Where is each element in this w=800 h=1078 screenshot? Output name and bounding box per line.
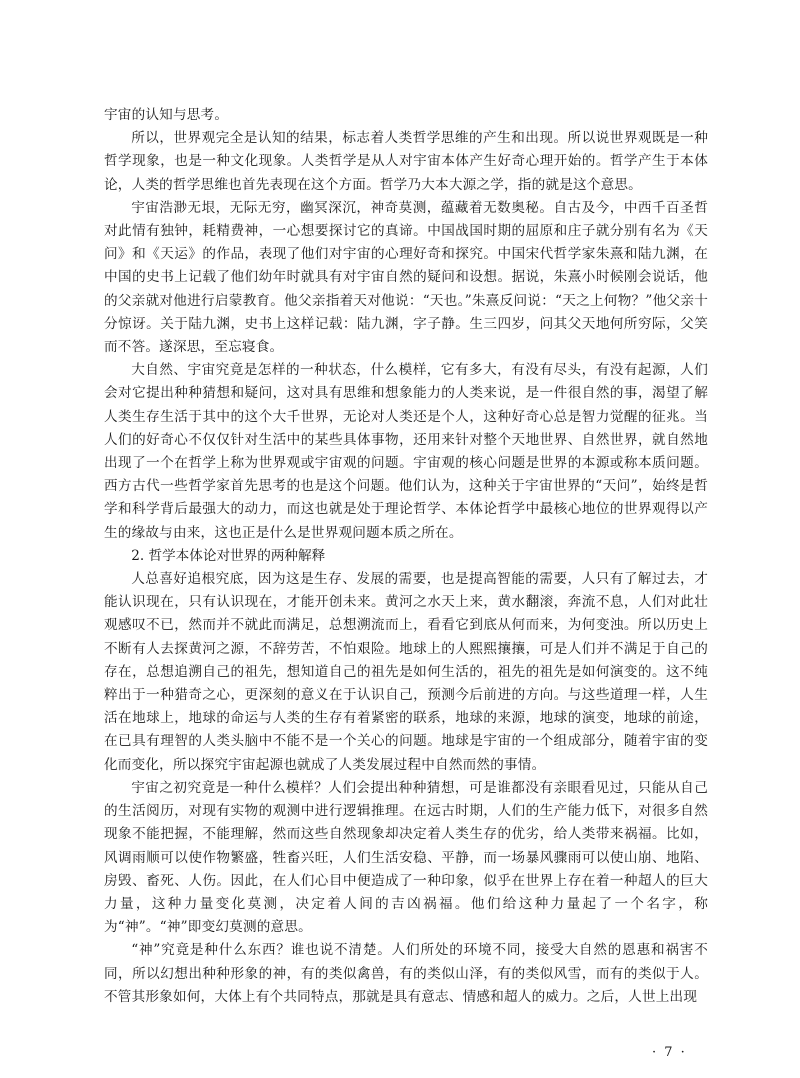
paragraph: 所以，世界观完全是认知的结果，标志着人类哲学思维的产生和出现。所以说世界观既是一种哲学现象，也是一种文化现象。人类哲学是从人对宇宙本体产生好奇心理开始的。哲学产生于本体论，人类的哲学思维也首先表现在这个方面。哲学乃大本大源之学，指的就是这个意思。 bbox=[104, 130, 708, 193]
paragraph: 宇宙浩渺无垠，无际无穷，幽冥深沉，神奇莫测，蕴藏着无数奥秘。自古及今，中西千百圣哲对此情有独钟，耗精费神，一心想要探讨它的真谛。中国战国时期的屈原和庄子就分别有名为《天问》和《天运》的作品，表现了他们对宇宙的心理好奇和探究。中国宋代哲学家朱熹和陆九渊，在中国的史书上记载了他们幼年时就具有对宇宙自然的疑问和设想。据说，朱熹小时候刚会说话，他的父亲就对他进行启蒙教育。他父亲指着天对他说：“天也。”朱熹反问说：“天之上何物？”他父亲十分惊讶。关于陆九渊，史书上这样记载：陆九渊，字子静。生三四岁，问其父天地何所穷际，父笑而不答。遂深思，至忘寝食。 bbox=[104, 199, 708, 356]
paragraph: 人总喜好追根究底，因为这是生存、发展的需要，也是提高智能的需要，人只有了解过去，才能认识现在，只有认识现在，才能开创未来。黄河之水天上来，黄水翻滚，奔流不息，人们对此壮观感叹不已，然而并不就此而满足，总想溯流而上，看看它到底从何而来，为何变浊。所以历史上不断有人去探黄河之源，不辞劳苦，不怕艰险。地球上的人熙熙攘攘，可是人们并不满足于自己的存在，总想追溯自己的祖先，想知道自己的祖先是如何生活的，祖先的祖先是如何演变的。这不纯粹出于一种猎奇之心，更深刻的意义在于认识自己，预测今后前进的方向。与这些道理一样，人生活在地球上，地球的命运与人类的生存有着紧密的联系，地球的来源，地球的演变，地球的前途，在已具有理智的人类头脑中不能不是一个关心的问题。地球是宇宙的一个组成部分，随着宇宙的变化而变化，所以探究宇宙起源也就成了人类发展过程中自然而然的事情。 bbox=[104, 571, 708, 773]
paragraph-continuation: 宇宙的认知与思考。 bbox=[104, 107, 229, 123]
body-text bbox=[104, 104, 708, 1009]
page-number: · 7 · bbox=[652, 1045, 687, 1060]
paragraph: 宇宙之初究竟是一种什么模样？人们会提出种种猜想，可是谁都没有亲眼看见过，只能从自己的生活阅历，对现有实物的观测中进行逻辑推理。在远古时期，人们的生产能力低下，对很多自然现象不能把握，不能理解，然而这些自然现象却决定着人类生存的优劣，给人类带来祸福。比如，风调雨顺可以使作物繁盛，牲畜兴旺，人们生活安稳、平静，而一场暴风骤雨可以使山崩、地陷、房毁、畜死、人伤。因此，在人们心目中便造成了一种印象，似乎在世界上存在着一种超人的巨大力量，这种力量变化莫测，决定着人间的吉凶祸福。他们给这种力量起了一个名字，称为“神”。“神”即变幻莫测的意思。 bbox=[104, 779, 708, 936]
paragraph: “神”究竟是种什么东西？谁也说不清楚。人们所处的环境不同，接受大自然的恩惠和祸害不同，所以幻想出种种形象的神，有的类似禽兽，有的类似山泽，有的类似风雪，而有的类似于人。不管其形象如何，大体上有个共同特点，那就是具有意志、情感和超人的威力。之后，人世上出现 bbox=[104, 942, 708, 1005]
section-heading: 2. 哲学本体论对世界的两种解释 bbox=[131, 547, 326, 564]
paragraph: 大自然、宇宙究竟是怎样的一种状态，什么模样，它有多大，有没有尽头，有没有起源，人们会对它提出种种猜想和疑问，这对具有思维和想象能力的人类来说，是一件很自然的事，渴望了解人类生存生活于其中的这个大千世界，无论对人类还是个人，这种好奇心总是智力觉醒的征兆。当人们的好奇心不仅仅针对生活中的某些具体事物，还用来针对整个天地世界、自然世界，就自然地出现了一个在哲学上称为世界观或宇宙观的问题。宇宙观的核心问题是世界的本源或称本质问题。西方古代一些哲学家首先思考的也是这个问题。他们认为，这种关于宇宙世界的“天问”，始终是哲学和科学背后最强大的动力，而这也就是处于理论哲学、本体论哲学中最核心地位的世界观得以产生的缘故与由来，这也正是什么是世界观问题本质之所在。 bbox=[104, 362, 708, 541]
